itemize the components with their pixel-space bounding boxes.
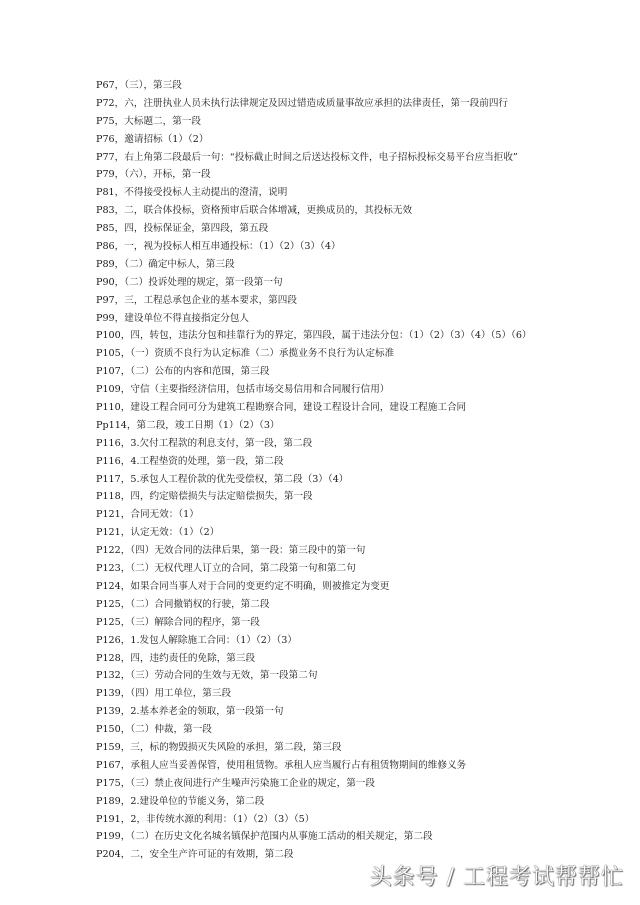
note-line: P121，认定无效：（1）（2） <box>96 527 220 539</box>
note-line: P121，合同无效：（1） <box>96 509 199 521</box>
note-line: P139，（四）用工单位，第三段 <box>96 688 232 700</box>
note-line: P204，二，安全生产许可证的有效期，第二段 <box>96 849 294 861</box>
source-watermark: 头条号 / 工程考试帮帮忙 <box>369 865 624 890</box>
note-line: P116，3.欠付工程款的利息支付，第一段，第二段 <box>96 437 313 449</box>
note-line: P72，六，注册执业人员未执行法律规定及因过错造成质量事故应承担的法律责任，第一段前四行 <box>96 97 509 109</box>
note-line: P167，承租人应当妥善保管，使用租赁物。承租人应当履行占有租赁物期间的维修义务 <box>96 759 467 771</box>
note-line: P122，（四）无效合同的法律后果，第一段：第三段中的第一句 <box>96 545 366 557</box>
note-line: P105，（一）资质不良行为认定标准（二）承揽业务不良行为认定标准 <box>96 348 395 360</box>
note-line: Pp114，第二段，竣工日期（1）（2）（3） <box>96 419 280 431</box>
note-line: P109，守信（主要指经济信用，包括市场交易信用和合同履行信用） <box>96 384 390 396</box>
note-line: P125，（二）合同撤销权的行驶，第二段 <box>96 598 270 610</box>
note-line: P110，建设工程合同可分为建筑工程勘察合同，建设工程设计合同，建设工程施工合同 <box>96 402 467 414</box>
note-line: P191，2，非传统水源的利用：（1）（2）（3）（5） <box>96 813 315 825</box>
note-line: P123，（二）无权代理人订立的合同，第二段第一句和第二句 <box>96 563 356 575</box>
note-line: P76，邀请招标（1）（2） <box>96 133 209 145</box>
note-line: P159，三，标的物毁损灭失风险的承担，第二段，第三段 <box>96 741 342 753</box>
note-line: P99，建设单位不得直接指定分包人 <box>96 312 249 324</box>
note-line: P116，4.工程垫资的处理，第一段，第二段 <box>96 455 284 467</box>
note-line: P85，四，投标保证金，第四段，第五段 <box>96 223 269 235</box>
note-line: P67，（三），第三段 <box>96 80 182 91</box>
note-line: P150，（二）仲裁，第一段 <box>96 724 212 736</box>
note-line: P100，四，转包，违法分包和挂靠行为的界定，第四段，属于违法分包：（1）（2）（3）（4）（5）（6） <box>96 330 532 342</box>
note-line: P107，（二）公布的内容和范围，第三段 <box>96 366 270 378</box>
note-line: P118，四，约定赔偿损失与法定赔偿损失，第一段 <box>96 491 313 503</box>
note-line: P75，大标题二，第一段 <box>96 115 202 127</box>
note-line: P124，如果合同当事人对于合同的变更约定不明确，则被推定为变更 <box>96 580 390 592</box>
note-line: P97，三，工程总承包企业的基本要求，第四段 <box>96 294 297 306</box>
note-line: P86，一，视为投标人相互串通投标：（1）（2）（3）（4） <box>96 241 341 253</box>
note-line: P90，（二）投诉处理的规定，第一段第一句 <box>96 276 283 288</box>
note-line: P126，1.发包人解除施工合同：（1）（2）（3） <box>96 634 297 646</box>
note-line: P77，右上角第二段最后一句：“投标截止时间之后送达投标文件，电子招标投标交易平台应当拒收” <box>96 151 518 163</box>
note-line: P83，二，联合体投标，资格预审后联合体增减，更换成员的，其投标无效 <box>96 205 413 217</box>
note-line: P89，（二）确定中标人，第三段 <box>96 258 235 270</box>
note-line: P132，（三）劳动合同的生效与无效，第一段第二句 <box>96 670 318 682</box>
note-line: P125，（三）解除合同的程序，第一段 <box>96 616 260 628</box>
note-line: P139，2.基本养老金的领取，第一段第一句 <box>96 706 284 718</box>
note-line: P117，5.承包人工程价款的优先受偿权，第二段（3）（4） <box>96 473 349 485</box>
note-line: P199，（二）在历史文化名城名镇保护范围内从事施工活动的相关规定，第二段 <box>96 831 433 843</box>
note-line: P81，不得接受投标人主动提出的澄清，说明 <box>96 187 288 199</box>
note-list <box>96 77 626 864</box>
note-line: P175，（三）禁止夜间进行产生噪声污染施工企业的规定，第一段 <box>96 777 375 789</box>
note-line: P189，2.建设单位的节能义务，第二段 <box>96 795 265 807</box>
note-line: P128，四，违约责任的免除，第三段 <box>96 652 256 664</box>
note-line: P79，（六），开标，第一段 <box>96 169 211 181</box>
